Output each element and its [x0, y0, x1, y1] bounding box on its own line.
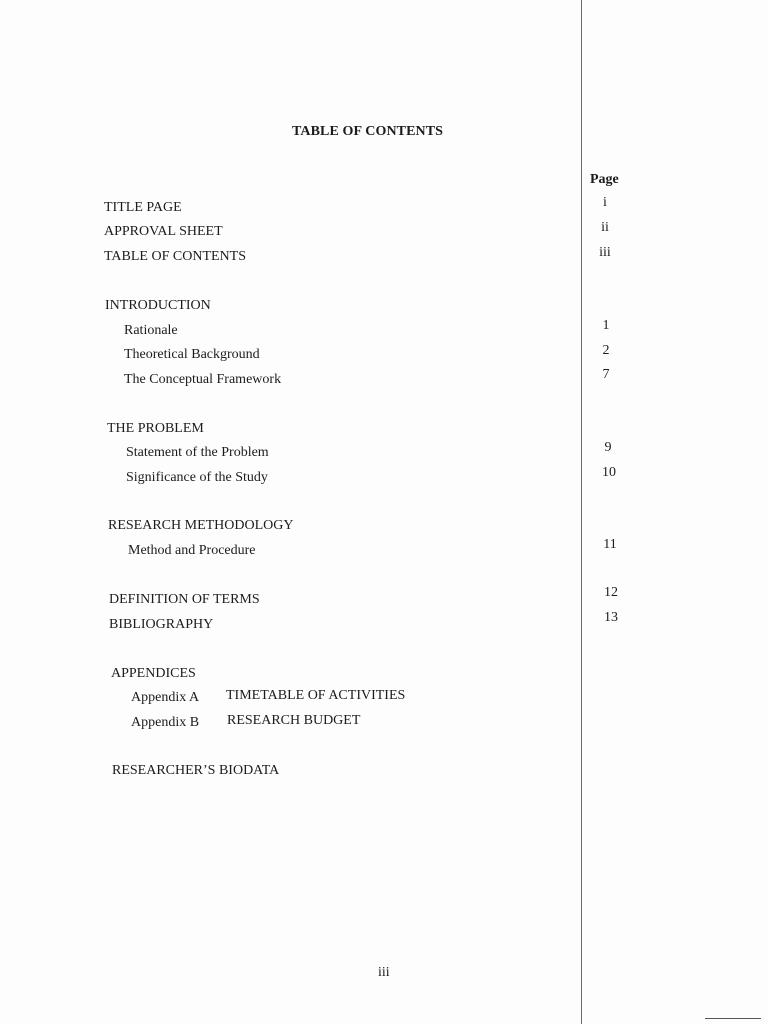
toc-entry-rationale: Rationale — [124, 323, 178, 338]
toc-entry-title-page: TITLE PAGE — [104, 200, 182, 215]
toc-entry-appendix-a-label: Appendix A — [131, 690, 200, 705]
toc-entry-approval-sheet: APPROVAL SHEET — [104, 224, 223, 239]
toc-heading-research-methodology: RESEARCH METHODOLOGY — [108, 518, 294, 533]
toc-entry-significance: Significance of the Study — [126, 470, 268, 485]
toc-page-theoretical-background: 2 — [602, 343, 610, 358]
corner-mark — [705, 1018, 761, 1019]
toc-entry-appendix-b-title: RESEARCH BUDGET — [227, 713, 361, 728]
page-title: TABLE OF CONTENTS — [292, 124, 444, 139]
footer-page-number: iii — [378, 965, 390, 980]
toc-entry-conceptual-framework: The Conceptual Framework — [124, 372, 282, 387]
toc-entry-table-of-contents: TABLE OF CONTENTS — [104, 249, 246, 264]
toc-entry-definition-of-terms: DEFINITION OF TERMS — [109, 592, 260, 607]
toc-heading-the-problem: THE PROBLEM — [107, 421, 204, 436]
toc-page-title-page: i — [603, 195, 607, 210]
toc-page-table-of-contents: iii — [599, 245, 611, 260]
toc-heading-biodata: RESEARCHER’S BIODATA — [112, 763, 280, 778]
toc-heading-appendices: APPENDICES — [111, 666, 196, 681]
toc-page-statement-of-problem: 9 — [604, 440, 612, 455]
toc-page-rationale: 1 — [602, 318, 610, 333]
toc-heading-introduction: INTRODUCTION — [105, 298, 211, 313]
toc-page-significance: 10 — [602, 465, 616, 480]
toc-entry-appendix-b-label: Appendix B — [131, 715, 200, 730]
toc-entry-appendix-a-title: TIMETABLE OF ACTIVITIES — [226, 688, 406, 703]
toc-page-approval-sheet: ii — [601, 220, 609, 235]
page-edge-line — [581, 0, 582, 1024]
toc-page-bibliography: 13 — [604, 610, 618, 625]
page-column-header: Page — [590, 172, 619, 187]
toc-entry-theoretical-background: Theoretical Background — [124, 347, 260, 362]
toc-entry-method-and-procedure: Method and Procedure — [128, 543, 256, 558]
toc-page-definition-of-terms: 12 — [604, 585, 618, 600]
toc-entry-statement-of-problem: Statement of the Problem — [126, 445, 269, 460]
toc-page-conceptual-framework: 7 — [602, 367, 610, 382]
toc-page-method-and-procedure: 11 — [603, 537, 617, 552]
toc-entry-bibliography: BIBLIOGRAPHY — [109, 617, 214, 632]
